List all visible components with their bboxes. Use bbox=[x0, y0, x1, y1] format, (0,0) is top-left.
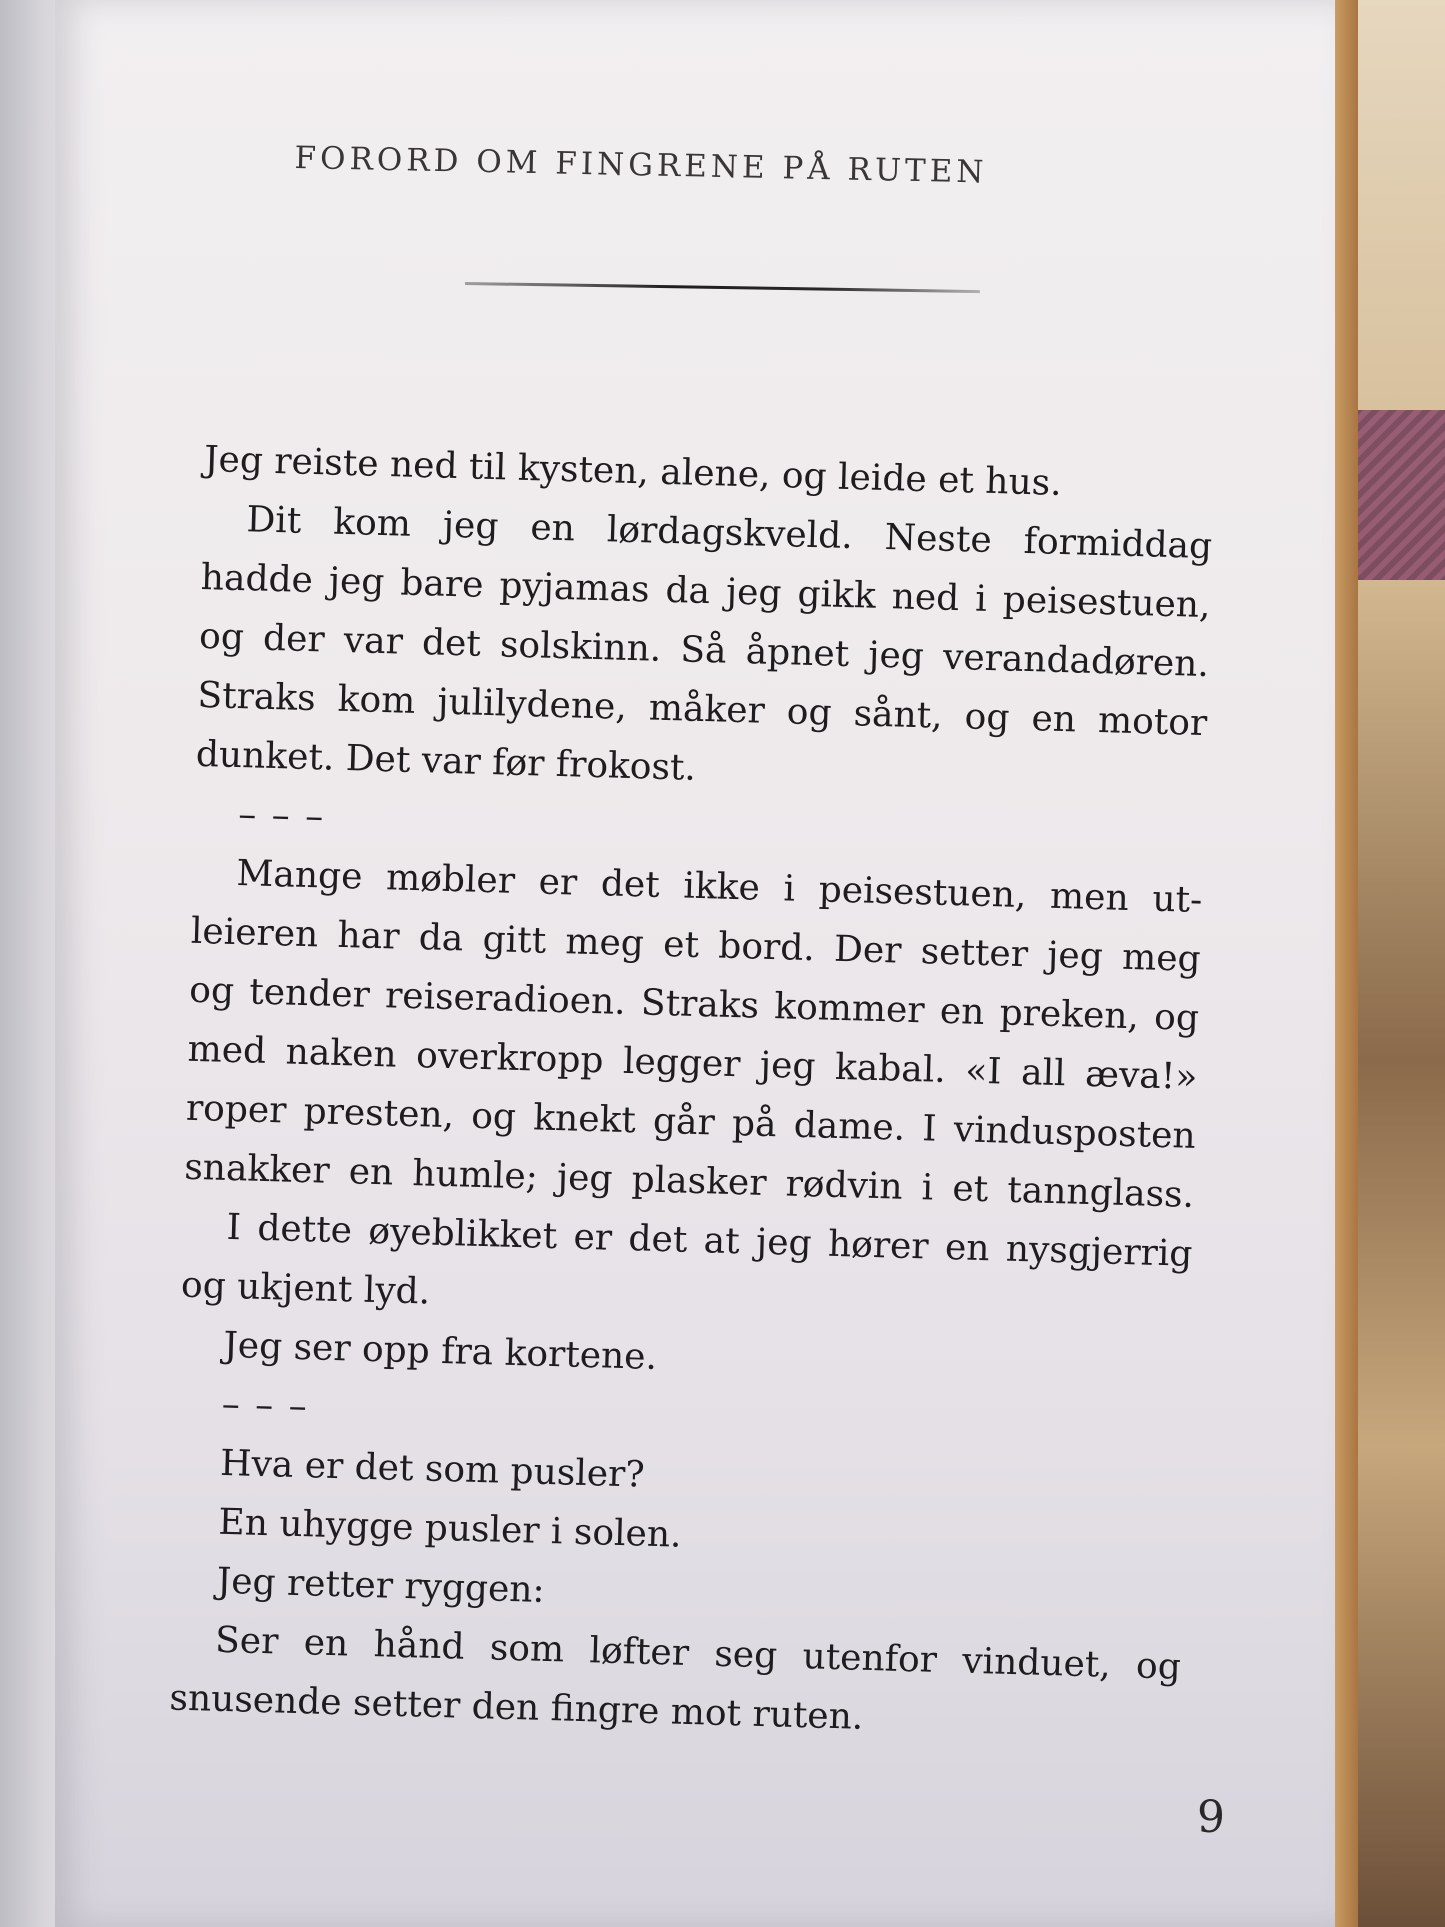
text-line: En uhygge pusler i solen. bbox=[217, 1501, 683, 1556]
text-line: snakker en humle; jeg plasker rødvin i et tannglass. bbox=[183, 1146, 1195, 1216]
section-separator: – – – bbox=[221, 1383, 310, 1428]
text-line: I dette øyeblikket er det at jeg hører en nysgjerrig bbox=[226, 1206, 1193, 1275]
text-line: hadde jeg bare pyjamas da jeg gikk ned i peisestuen, bbox=[200, 556, 1212, 627]
book-page bbox=[55, 0, 1335, 1927]
page-number: 9 bbox=[1197, 1792, 1225, 1843]
text-line: Straks kom julilydene, måker og sånt, og en motor bbox=[197, 674, 1208, 745]
heading-rule bbox=[465, 282, 980, 293]
text-line: dunket. Det var før frokost. bbox=[195, 733, 697, 789]
section-separator: – – – bbox=[237, 794, 326, 838]
text-line: og der var det solskinn. Så åpnet jeg verandadøren. bbox=[198, 615, 1210, 686]
text-line: og ukjent lyd. bbox=[180, 1264, 431, 1313]
chapter-heading: FORORD OM FINGRENE PÅ RUTEN bbox=[294, 140, 988, 191]
text-line: Dit kom jeg en lørdagskveld. Neste formiddag bbox=[245, 499, 1213, 568]
text-line: og tender reiseradioen. Straks kommer en preken, og bbox=[188, 969, 1200, 1039]
text-line: Mange møbler er det ikke i peisestuen, men ut- bbox=[236, 853, 1203, 922]
text-line: snusende setter den fingre mot ruten. bbox=[169, 1677, 864, 1738]
text-line: Jeg retter ryggen: bbox=[216, 1560, 546, 1611]
text-line: Jeg ser opp fra kortene. bbox=[222, 1324, 658, 1378]
text-line: Jeg reiste ned til kysten, alene, og leide et hus. bbox=[203, 438, 1063, 504]
fabric-background bbox=[1355, 410, 1445, 580]
text-line: Ser en hånd som løfter seg utenfor vinduet, og bbox=[214, 1619, 1182, 1688]
body-text bbox=[169, 430, 1215, 1756]
text-line: leieren har da gitt meg et bord. Der setter jeg meg bbox=[190, 910, 1202, 980]
text-line: roper presten, og knekt går på dame. I vindusposten bbox=[185, 1087, 1197, 1157]
text-line: Hva er det som pusler? bbox=[219, 1442, 646, 1496]
text-line: med naken overkropp legger jeg kabal. «I all æva!» bbox=[187, 1028, 1198, 1098]
